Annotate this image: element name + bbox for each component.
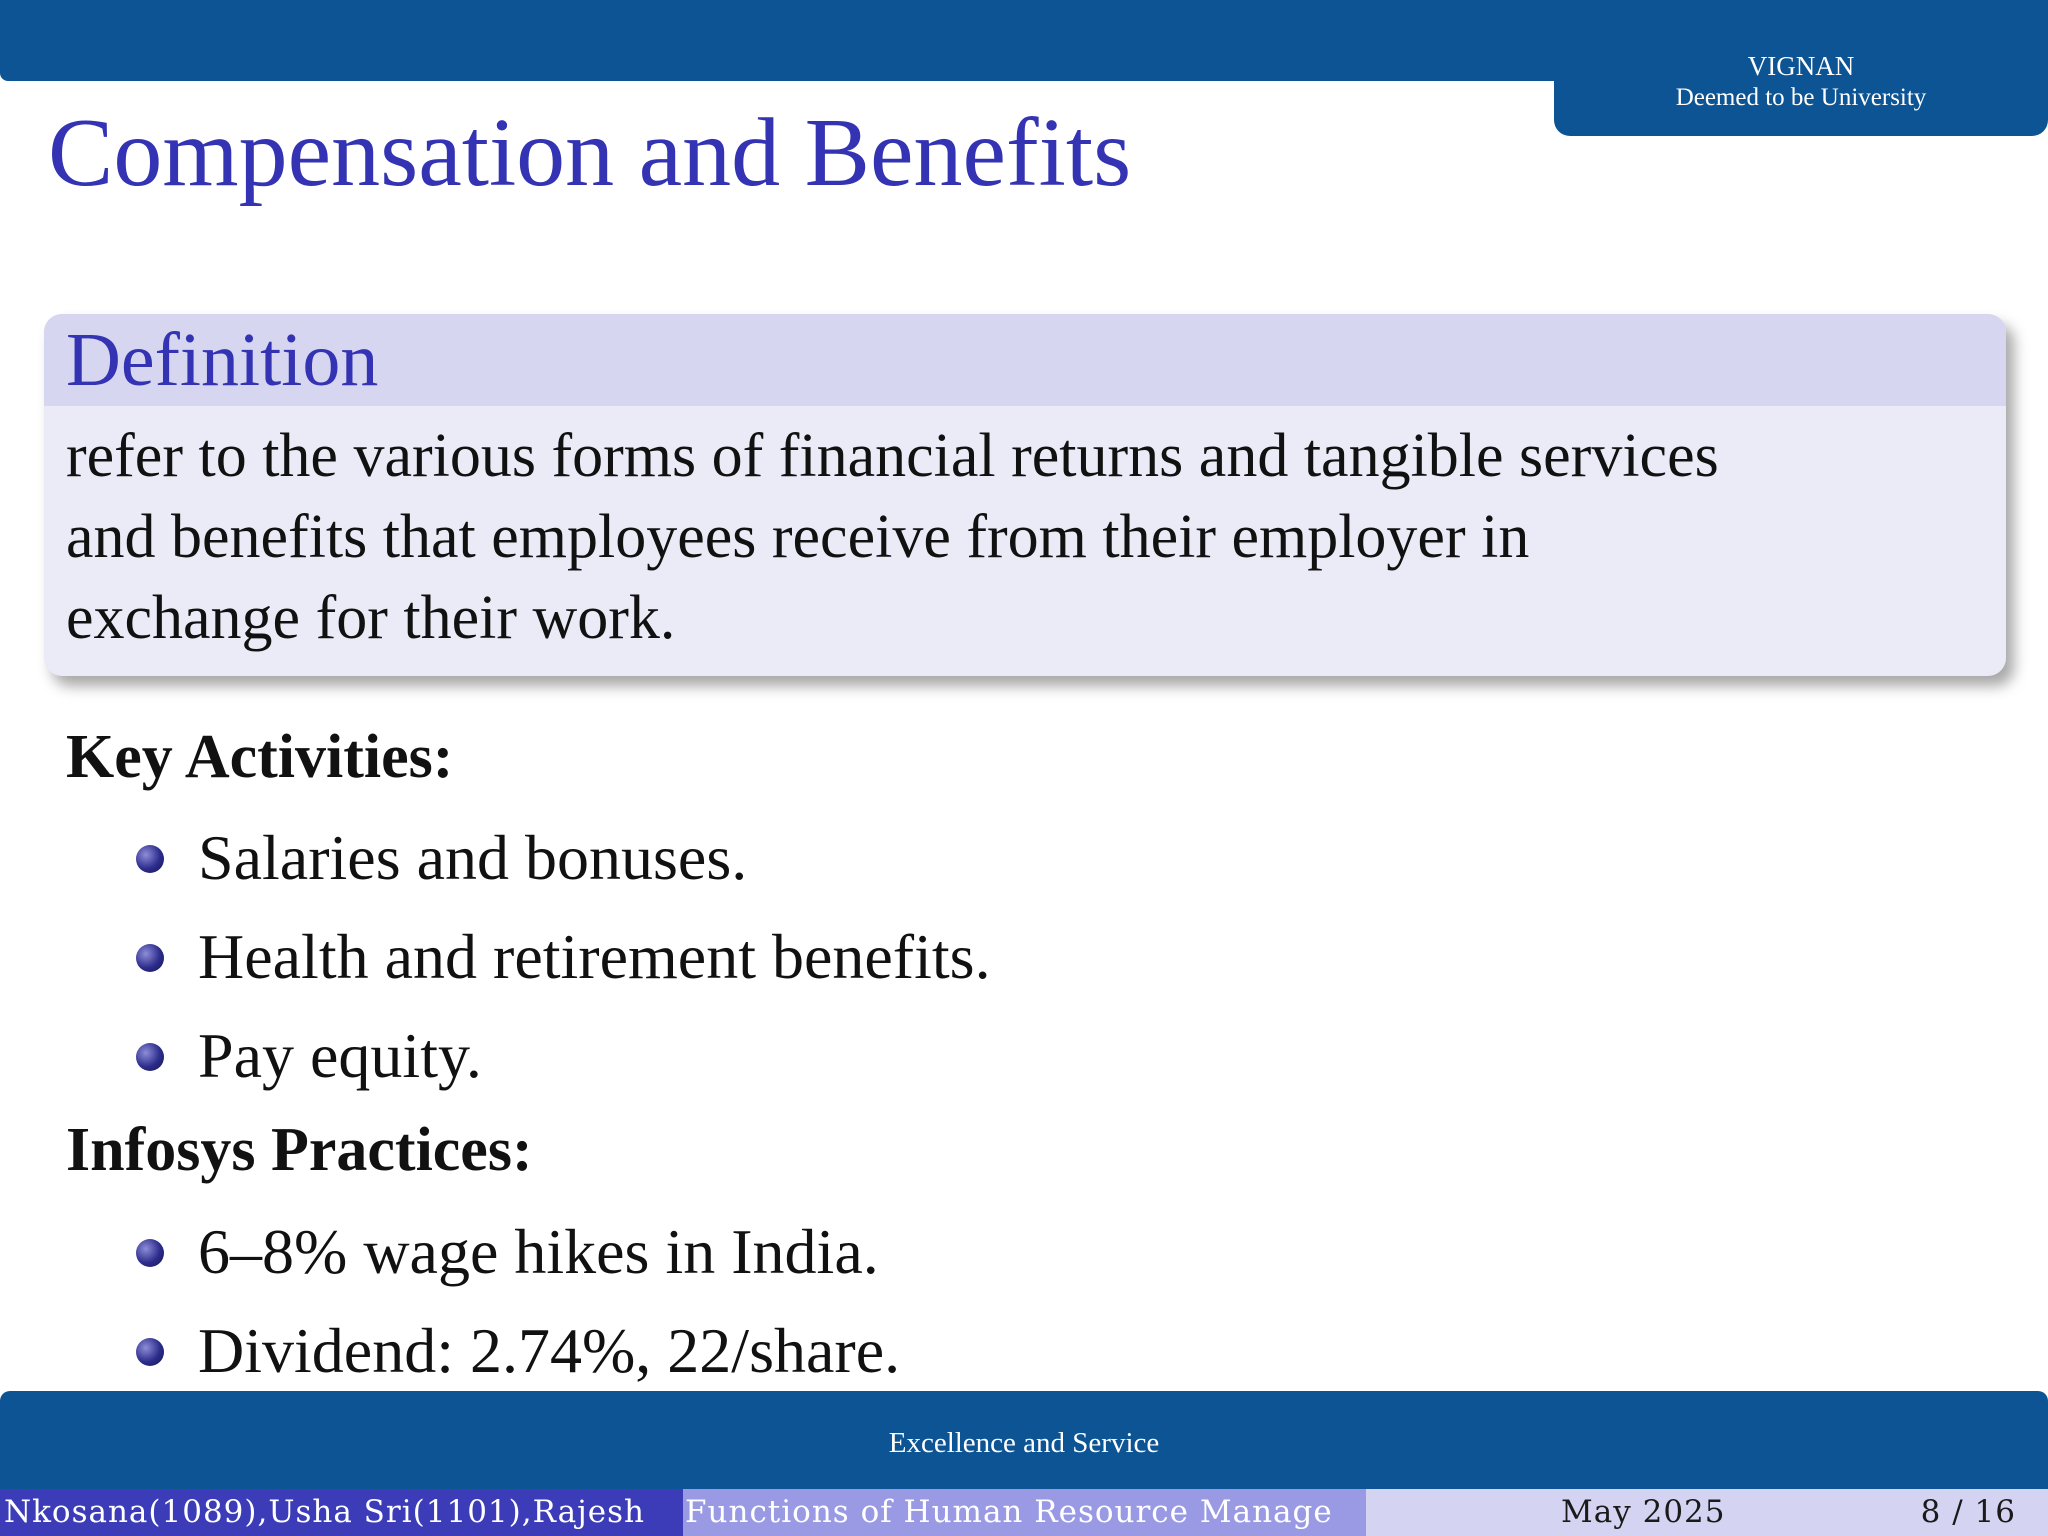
- list-item: [0, 1301, 900, 1400]
- footer-date-page: [1366, 1489, 2048, 1536]
- bullet-icon: [136, 944, 164, 972]
- footer-motto: Excellence and Service: [888, 1427, 1160, 1459]
- footer-authors: Nkosana(1089),Usha Sri(1101),Rajesh: [0, 1489, 683, 1536]
- footer-page-number: 8 / 16: [1920, 1494, 2016, 1530]
- list-item-text: Salaries and bonuses.: [198, 822, 748, 893]
- definition-body: [44, 406, 2006, 659]
- key-activities-heading: Key Activities:: [66, 723, 454, 791]
- list-item-text: Pay equity.: [198, 1020, 482, 1091]
- definition-heading: Definition: [44, 314, 2006, 406]
- infosys-practices-list: [0, 1202, 900, 1400]
- university-logo-box: [1554, 0, 2048, 136]
- footer-presentation-title: Functions of Human Resource Manage: [683, 1489, 1366, 1536]
- slide-title: Compensation and Benefits: [48, 99, 1132, 207]
- list-item-text: Health and retirement benefits.: [198, 921, 991, 992]
- footer-info-row: [0, 1489, 2048, 1536]
- footer-date: May 2025: [1561, 1494, 1726, 1530]
- list-item-text: Dividend: 2.74%, 22/share.: [198, 1315, 901, 1386]
- university-name: VIGNAN: [1747, 51, 1855, 81]
- list-item: [0, 907, 991, 1006]
- definition-line: refer to the various forms of financial returns and tangible services: [66, 422, 1719, 490]
- bullet-icon: [136, 1338, 164, 1366]
- list-item-text: 6–8% wage hikes in India.: [198, 1216, 879, 1287]
- infosys-practices-heading: Infosys Practices:: [66, 1116, 533, 1184]
- footer-band: [0, 1391, 2048, 1489]
- bullet-icon: [136, 1043, 164, 1071]
- definition-block: [44, 314, 2006, 676]
- bullet-icon: [136, 1239, 164, 1267]
- list-item: [0, 808, 991, 907]
- definition-line: and benefits that employees receive from their employer in: [66, 503, 1530, 571]
- list-item: [0, 1006, 991, 1105]
- university-subtitle: Deemed to be University: [1675, 84, 1927, 111]
- list-item: [0, 1202, 900, 1301]
- bullet-icon: [136, 845, 164, 873]
- key-activities-list: [0, 808, 991, 1105]
- definition-line: exchange for their work.: [66, 584, 676, 652]
